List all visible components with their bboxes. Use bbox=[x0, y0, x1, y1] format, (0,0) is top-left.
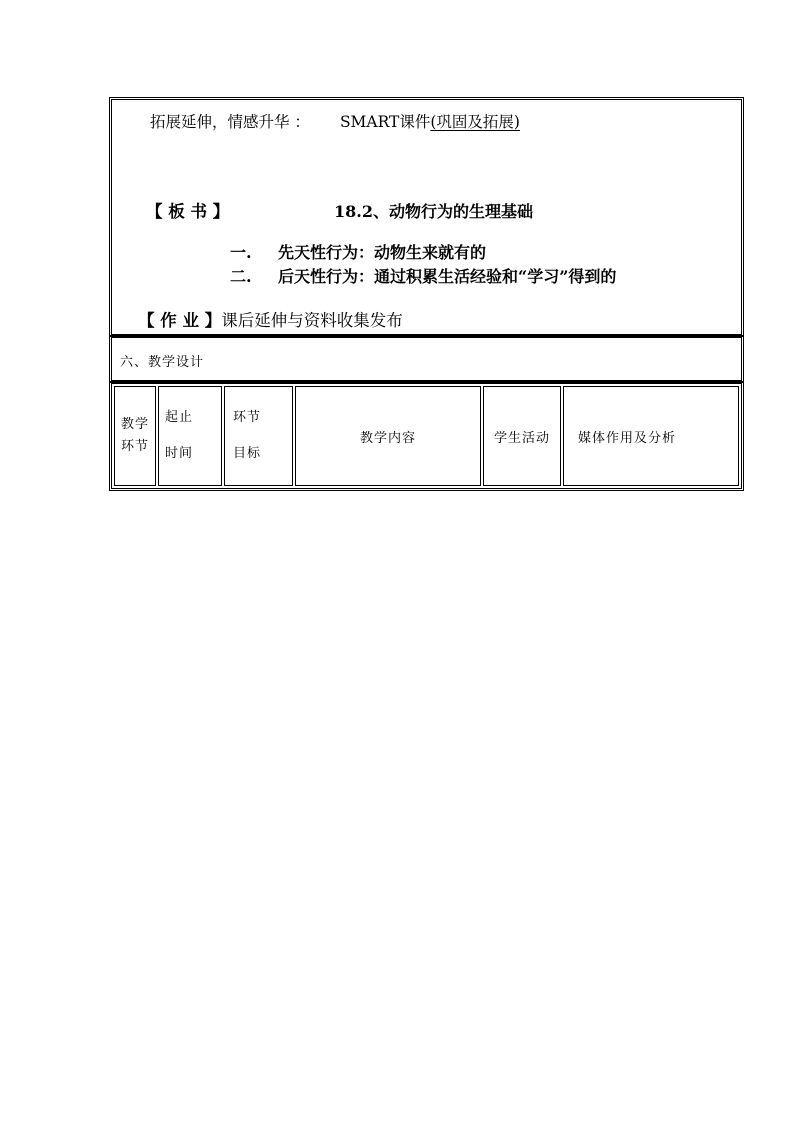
extension-label: 拓展延伸，情感升华 ： bbox=[150, 113, 310, 131]
board-item bbox=[230, 264, 616, 287]
smart-courseware-note: (巩固及拓展) bbox=[430, 113, 520, 131]
header-teaching-content: 教学内容 bbox=[295, 386, 481, 486]
board-item-number: 二. bbox=[230, 267, 252, 286]
header-stage-goal bbox=[224, 386, 293, 486]
design-table bbox=[112, 384, 741, 488]
design-table-box bbox=[109, 381, 744, 491]
smart-courseware-label: SMART课件 bbox=[339, 113, 431, 131]
header-text: 教学 bbox=[120, 417, 149, 432]
header-text: 环节 bbox=[233, 410, 262, 425]
board-label: 【 板 书 】 bbox=[146, 202, 230, 221]
header-start-end-time bbox=[158, 386, 222, 486]
homework-text: 课后延伸与资料收集发布 bbox=[221, 311, 403, 330]
header-student-activity: 学生活动 bbox=[483, 386, 561, 486]
homework-label: 【 作 业 】 bbox=[138, 311, 222, 330]
homework-line bbox=[138, 307, 403, 331]
board-item-text: 后天性行为：通过积累生活经验和“学习”得到的 bbox=[278, 267, 617, 286]
header-media-analysis: 媒体作用及分析 bbox=[563, 386, 739, 486]
extension-line bbox=[150, 110, 520, 132]
header-text: 目标 bbox=[233, 446, 262, 461]
header-text: 环节 bbox=[120, 439, 149, 454]
header-teaching-stage bbox=[114, 386, 156, 486]
header-text: 时间 bbox=[165, 446, 194, 461]
board-item bbox=[230, 240, 486, 263]
section-title: 六、教学设计 bbox=[120, 355, 205, 370]
header-text: 起止 bbox=[165, 410, 194, 425]
board-item-number: 一. bbox=[230, 243, 252, 262]
section-heading-box bbox=[109, 335, 744, 383]
lesson-content-box bbox=[109, 97, 744, 337]
table-header-row bbox=[114, 386, 739, 486]
board-title: 18.2、动物行为的生理基础 bbox=[334, 202, 533, 221]
board-item-text: 先天性行为：动物生来就有的 bbox=[278, 243, 487, 262]
